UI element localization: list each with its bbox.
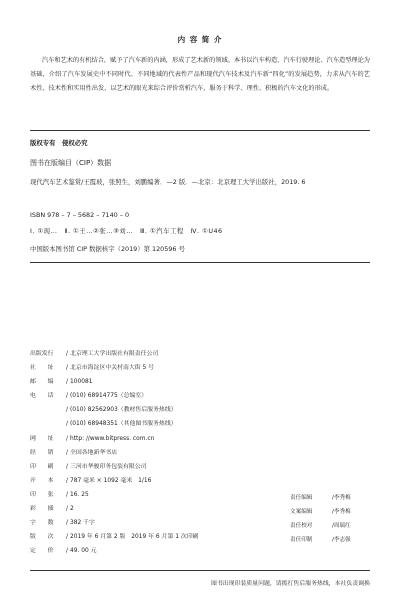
pub-label: 开 本 [30, 477, 54, 484]
pub-value: 100081 [70, 379, 93, 386]
pub-row: 社 址 / 北京市海淀区中关村南大街 5 号 [30, 361, 290, 375]
pub-value: 北京理工大学出版社有限责任公司 [70, 351, 159, 357]
pub-label: 出版发行 [30, 351, 54, 357]
pub-row: 邮 编 / 100081 [30, 375, 290, 389]
pub-label: 彩 插 [30, 506, 54, 513]
publication-info [30, 347, 290, 558]
copyright-notice: 版权专有 侵权必究 [30, 139, 88, 147]
pub-row: 出版发行 / 北京理工大学出版社有限责任公司 [30, 347, 290, 361]
editor-name: 李秀梅 [333, 495, 351, 501]
pub-value: 787 毫米 × 1092 毫米 1/16 [70, 477, 152, 484]
summary-text: 汽车和艺术的有机结合，赋予了汽车新的内涵，形成了艺术新的领域。本书以汽车构造、汽车行驶理论、汽车造型理论为基础，介绍了汽车发展史中不同时代、不同地域的代表性产品和现代汽车技术及汽车新“四化”的发展趋势，力求从汽车的艺术性、技术性和实用性出发，以艺术的眼光来综合评价赏析汽车，服务于科学、理性、积极的汽车文化的形成。 [30, 57, 370, 92]
pub-value: http: //www.bitpress. com.cn [70, 435, 155, 442]
pub-label: 社 址 [30, 365, 54, 372]
pub-row: 开 本 / 787 毫米 × 1092 毫米 1/16 [30, 474, 290, 488]
pub-value: (010) 82562903（教材售后服务热线） [70, 407, 177, 414]
cip-description: 现代汽车艺术鉴赏/王霞玻，张照生，刘鹏编著．—2 版．—北京：北京理工大学出版社，2019. 6 [30, 178, 306, 186]
editor-role: 文案编辑 [290, 509, 313, 515]
editor-row: 责任印制 /李志强 [290, 533, 380, 547]
editor-name: 周瑞红 [333, 523, 351, 529]
pub-value: 北京市海淀区中关村南大街 5 号 [70, 365, 155, 372]
pub-label: 网 址 [30, 435, 54, 442]
editor-row: 责任编辑 /李秀梅 [290, 491, 380, 505]
editor-role: 责任印制 [290, 537, 313, 543]
pub-value: 2 [70, 506, 74, 513]
pub-value: 49. 00 元 [70, 548, 97, 555]
editor-name: 李志强 [333, 537, 351, 543]
pub-label: 印 张 [30, 491, 54, 498]
pub-value: (010) 68948351（其他图书服务热线） [70, 421, 177, 428]
pub-row: / (010) 82562903（教材售后服务热线） [66, 407, 177, 414]
pub-label: 电 话 [30, 393, 54, 400]
cip-record-number: 中国版本图书馆 CIP 数据核字（2019）第 120596 号 [30, 245, 185, 253]
pub-row: 印 张 / 16. 25 [30, 488, 290, 502]
pub-row: 版 次 / 2019 年 6 月第 2 版 2019 年 6 月第 1 次印刷 [30, 530, 290, 544]
pub-row: 彩 插 / 2 [30, 502, 290, 516]
cip-title: 图书在版编目（CIP）数据 [30, 159, 112, 167]
pub-row: 印 刷 / 三河市华骏印务包装有限公司 [30, 460, 290, 474]
editor-row: 责任校对 /周瑞红 [290, 519, 380, 533]
pub-row: 定 价 / 49. 00 元 [30, 544, 290, 558]
editor-name: 李秀梅 [333, 509, 351, 515]
divider [30, 130, 370, 131]
pub-row: / (010) 68948351（其他图书服务热线） [66, 421, 177, 428]
pub-value: 2019 年 6 月第 2 版 2019 年 6 月第 1 次印刷 [70, 534, 199, 541]
pub-value: 三河市华骏印务包装有限公司 [70, 463, 147, 470]
pub-value: (010) 68914775（总编室） [70, 393, 148, 400]
divider [30, 262, 370, 263]
quality-notice: 图书出现印装质量问题，请拨打售后服务热线，本社负责调换 [210, 581, 370, 587]
pub-label: 经 销 [30, 449, 54, 456]
pub-label: 字 数 [30, 520, 54, 527]
pub-value: 382 千字 [70, 520, 95, 527]
pub-value: 全国各地新华书店 [70, 449, 118, 456]
editor-row: 文案编辑 /李秀梅 [290, 505, 380, 519]
pub-label: 印 刷 [30, 463, 54, 470]
pub-row: 经 销 / 全国各地新华书店 [30, 446, 290, 460]
isbn: ISBN 978 – 7 – 5682 – 7140 – 0 [30, 211, 130, 219]
divider [30, 570, 370, 571]
pub-label: 定 价 [30, 548, 54, 555]
editor-credits [290, 491, 380, 547]
editor-role: 责任编辑 [290, 495, 313, 501]
cip-classification: Ⅰ. ①现… Ⅱ. ①王…②张…③刘… Ⅲ. ①汽车工程 Ⅳ. ①U46 [30, 227, 223, 235]
summary-title: 内 容 简 介 [177, 35, 223, 44]
pub-label: 版 次 [30, 534, 54, 541]
pub-row: 电 话 / (010) 68914775（总编室） [30, 389, 290, 403]
pub-label: 邮 编 [30, 379, 54, 386]
pub-row: 网 址 / http: //www.bitpress. com.cn [30, 432, 290, 446]
editor-role: 责任校对 [290, 523, 313, 529]
pub-value: 16. 25 [70, 491, 89, 498]
pub-row: 字 数 / 382 千字 [30, 516, 290, 530]
